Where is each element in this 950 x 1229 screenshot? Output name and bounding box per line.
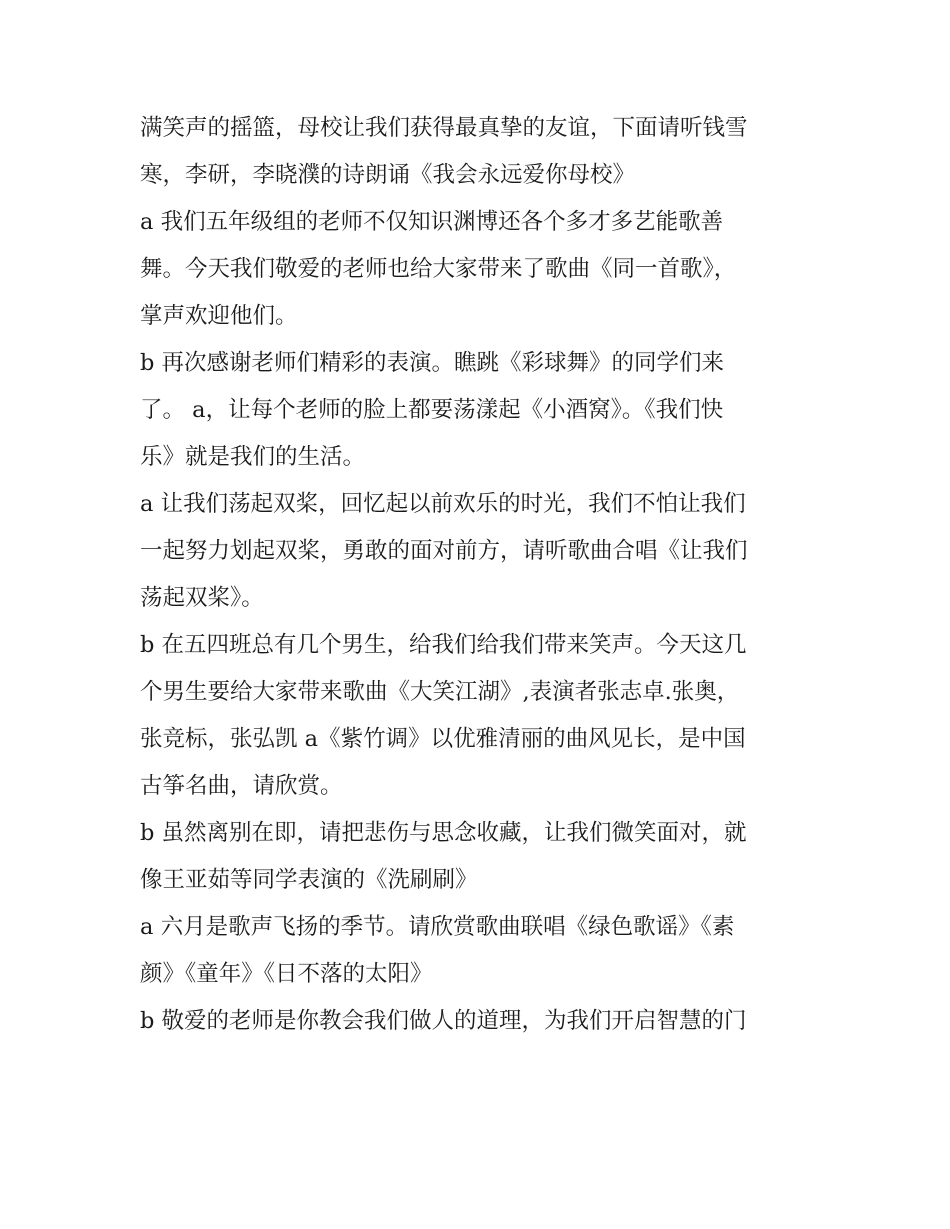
text-line: 荡起双桨》。: [140, 585, 264, 611]
text-line: 掌声欢迎他们。: [140, 303, 298, 329]
text-line: b 在五四班总有几个男生，给我们给我们带来笑声。今天这几: [140, 632, 747, 658]
text-line: 了。 a，让每个老师的脸上都要荡漾起《小酒窝》。《我们快: [140, 397, 724, 423]
text-line: 舞。今天我们敬爱的老师也给大家带来了歌曲《同一首歌》，: [140, 256, 737, 282]
text-line: a 六月是歌声飞扬的季节。请欣赏歌曲联唱《绿色歌谣》《素: [140, 914, 735, 940]
text-line: b 虽然离别在即，请把悲伤与思念收藏，让我们微笑面对，就: [140, 820, 747, 846]
text-line: 一起努力划起双桨，勇敢的面对前方，请听歌曲合唱《让我们: [140, 538, 748, 564]
text-line: a 让我们荡起双桨，回忆起以前欢乐的时光，我们不怕让我们: [140, 491, 746, 517]
body-text: [140, 105, 820, 1045]
text-line: 张竞标，张弘凯 a《紫竹调》以优雅清丽的曲风见长，是中国: [140, 726, 746, 752]
text-line: 乐》就是我们的生活。: [140, 444, 366, 470]
text-line: b 敬爱的老师是你教会我们做人的道理，为我们开启智慧的门: [140, 1008, 747, 1034]
text-line: 像王亚茹等同学表演的《洗刷刷》: [140, 867, 478, 893]
text-line: 满笑声的摇篮，母校让我们获得最真挚的友谊，下面请听钱雪: [140, 115, 748, 141]
text-line: 个男生要给大家带来歌曲《大笑江湖》,表演者张志卓.张奥，: [140, 679, 740, 705]
text-line: 颜》《童年》《日不落的太阳》: [140, 961, 433, 987]
text-line: 古筝名曲，请欣赏。: [140, 773, 343, 799]
text-line: b 再次感谢老师们精彩的表演。瞧跳《彩球舞》的同学们来: [140, 350, 725, 376]
text-line: a 我们五年级组的老师不仅知识渊博还各个多才多艺能歌善: [140, 209, 724, 235]
text-line: 寒，李研，李晓濮的诗朗诵《我会永远爱你母校》: [140, 162, 636, 188]
